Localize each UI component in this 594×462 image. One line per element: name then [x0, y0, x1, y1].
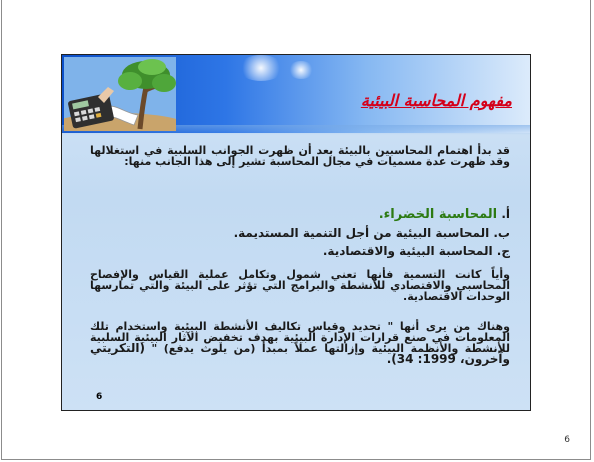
list-item-text: المحاسبة الخضراء.	[378, 207, 498, 222]
list-marker: ج.	[496, 244, 510, 258]
slide	[61, 54, 531, 411]
slide-title: مفهوم المحاسبة البيئية	[360, 91, 512, 110]
paragraph-naming: وأياً كانت التسمية فأنها تعني شمول وتكامل عملية القياس والإفصاح المحاسبي والاقتصادي للأنشطة والبرامج التي تؤثر على البيئة والتي تمارسها الوحدات الاقتصادية.	[90, 268, 510, 303]
paragraph-definition	[90, 321, 510, 365]
page-number: 6	[564, 435, 570, 445]
list-marker: ب.	[493, 226, 510, 240]
list-item	[234, 225, 510, 242]
list-item	[323, 243, 510, 260]
paragraph-intro: قد بدأ اهتمام المحاسبين بالبيئة بعد أن ظهرت الجوانب السلبية في استغلالها وقد ظهرت عدة مسميات في مجال المحاسبة تشير إلى هذا الجانب منها:	[90, 144, 510, 168]
calculator-tree-illustration	[64, 57, 176, 131]
slide-number: 6	[96, 392, 103, 402]
list-item-text: المحاسبة البيئية والاقتصادية.	[322, 244, 493, 258]
list-item	[379, 206, 510, 223]
definition-text: وهناك من يرى أنها " تحديد وقياس تكاليف الأنشطة البيئية واستخدام تلك المعلومات في صنع قرارات الإدارة البيئية بهدف تخفيض الآثار البيئية السلبية للأنشطة والأنظمة البيئية وإزالتها عملاً بمبدأ (من يلوث يدفع) "	[90, 320, 510, 355]
list-item-text: المحاسبة البيئية من أجل التنمية المستديمة.	[233, 226, 490, 240]
list-marker: أ.	[501, 207, 510, 221]
citation: (التكريتي وآخرون، 1999: 34).	[90, 341, 510, 366]
